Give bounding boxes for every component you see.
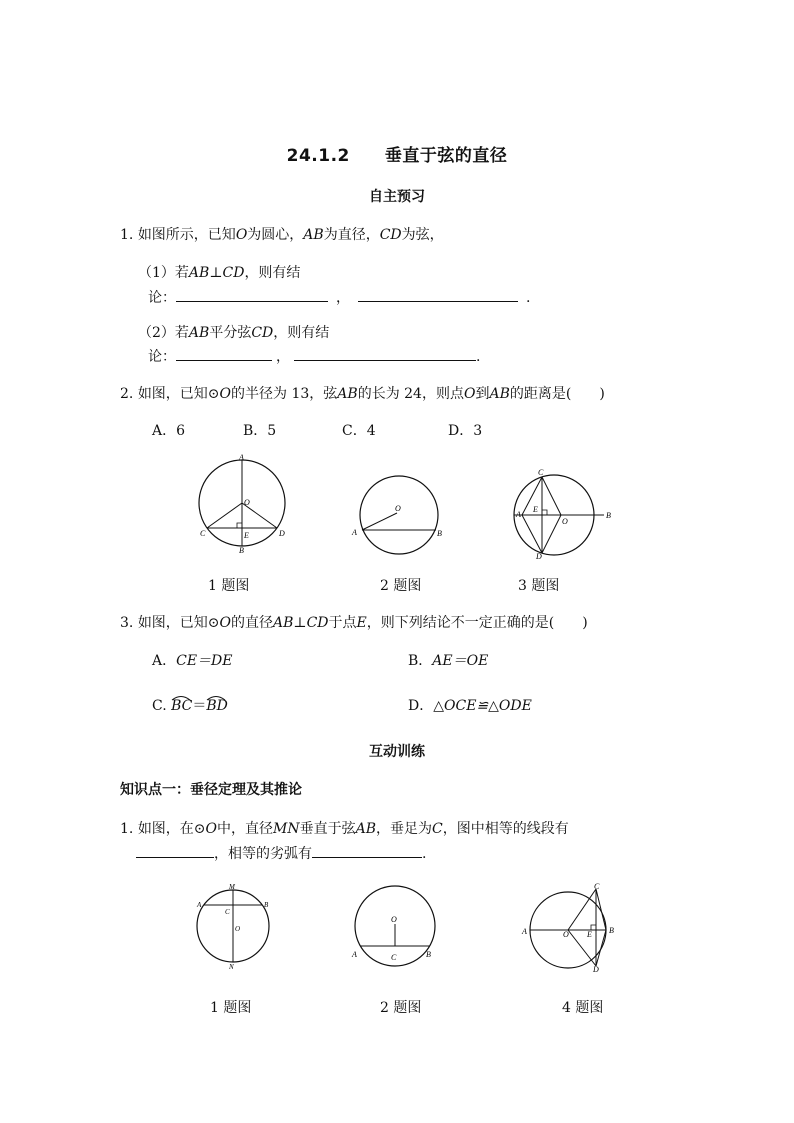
label-c: C [594,882,600,891]
text: 如图，在⊙ [137,821,206,837]
question-2 [120,383,605,403]
var-ab: AB [303,227,324,243]
q2-option-b[interactable]: B．5 [243,423,277,439]
question-number: 2. [120,386,134,402]
var-c: C [432,821,443,837]
q2-option-a[interactable]: A．6 [152,423,186,439]
question-1 [120,224,444,244]
radius-line [362,513,397,530]
text: 如图所示，已知 [137,227,236,243]
text: . [526,290,531,306]
segment-line [522,515,542,553]
answer-blank[interactable] [358,289,518,302]
arc-symbol-icon [206,695,226,701]
var-ab: AB [337,386,358,402]
q3-option-a[interactable] [152,650,233,670]
section-interactive-heading: 互动训练 [369,744,425,760]
var-ab: AB [489,386,510,402]
label-c: C [225,908,230,916]
label-a: A [352,950,357,959]
var-ab: AB [355,821,377,837]
option-text: ＝ [192,698,207,714]
interactive-question-1 [120,818,569,838]
text: 为直径， [323,227,380,243]
option-label: B． [408,653,433,669]
answer-blank[interactable] [176,289,328,302]
figure-caption: 3 题图 [518,578,560,594]
section-preview-heading: 自主预习 [369,189,425,205]
label-o: O [235,925,241,933]
answer-blank[interactable] [312,845,422,858]
option-label: D． [408,698,434,714]
var-o: O [463,386,476,402]
text: ，垂足为 [376,821,433,837]
label-e: E [587,930,592,939]
circle-shape [360,476,438,554]
radius-line [542,477,561,515]
figure-row2-3 [520,880,630,972]
text: 的直径 [231,615,274,631]
question-1-part-2 [138,322,329,342]
label-d: D [279,529,285,538]
right-angle-mark [237,523,242,528]
var-cd: CD [379,227,402,243]
question-1-part-1 [138,262,300,282]
text: 的距离是( ) [509,386,605,402]
var-o: O [219,615,232,631]
figure-row1-2 [348,470,448,560]
label-b: B [239,546,244,555]
label-d: D [536,552,542,560]
text: ， [336,290,350,306]
text: 如图，已知⊙ [137,615,220,631]
question-number: 3. [120,615,134,631]
answer-blank[interactable] [294,348,476,361]
text: 垂直于弦 [299,821,356,837]
figure-caption: 2 题图 [380,1000,422,1016]
label-o: O [395,504,401,513]
q3-option-c[interactable] [152,695,228,715]
option-text: CE＝DE [176,653,233,669]
figure-row2-2 [346,884,446,972]
text: 论： [148,349,176,365]
option-label: C. [152,698,167,714]
text: ， [276,349,290,365]
option-label: A． [152,653,177,669]
figure-row1-1 [190,452,300,556]
label-b: B [606,511,611,520]
label-b: B [264,901,269,909]
label-o: O [563,930,569,939]
question-1-part-1-answer [148,287,530,307]
option-text: BC [171,698,193,714]
segment-line [596,889,606,930]
var-cd: CD [251,325,274,341]
knowledge-point-heading: 知识点一：垂径定理及其推论 [120,782,302,798]
text: 论： [148,290,176,306]
label-o: O [562,517,568,526]
var-mn: MN [273,821,300,837]
label-c: C [391,953,397,962]
label-o: O [391,915,397,924]
segment-line [522,477,542,515]
text: 如图，已知⊙ [137,386,220,402]
q2-option-c[interactable]: C．4 [342,423,376,439]
q2-option-d[interactable]: D．3 [448,423,483,439]
label-a: A [516,510,521,519]
q3-option-d[interactable] [408,695,532,715]
figure-caption: 1 题图 [210,1000,252,1016]
text: 的长为 24，则点 [357,386,464,402]
option-text: AE＝OE [432,653,489,669]
var-o: O [235,227,248,243]
text: 平分弦 [209,325,252,341]
figure-row2-1 [190,880,280,970]
figure-caption: 1 题图 [208,578,250,594]
radius-line [542,515,561,553]
text: . [476,349,481,365]
text: 中，直径 [217,821,274,837]
text: ，则下列结论不一定正确的是( ) [366,615,588,631]
question-3 [120,612,588,632]
label-a: A [239,453,244,462]
page-title: 24.1.2 垂直于弦的直径 [286,146,508,166]
text: 为圆心， [247,227,304,243]
text: ，相等的劣弧有 [214,846,312,862]
text: ，则有结 [273,325,330,341]
figure-caption: 4 题图 [562,1000,604,1016]
label-c: C [200,529,206,538]
var-o: O [205,821,218,837]
question-number: 1. [120,227,134,243]
text: ，则有结 [244,265,301,281]
text: ，图中相等的线段有 [442,821,569,837]
text: 为弦， [401,227,444,243]
question-1-part-2-answer [148,346,480,366]
text: （1）若 [138,265,189,281]
right-angle-mark [542,510,547,515]
q3-option-b[interactable] [408,650,488,670]
option-text: △OCE≌△ODE [433,698,532,714]
answer-blank[interactable] [176,348,272,361]
label-m: M [229,883,235,891]
text: . [422,846,427,862]
figure-row1-3 [508,466,620,560]
label-o: O [244,498,250,507]
answer-blank[interactable] [136,845,214,858]
label-b: B [437,529,442,538]
label-a: A [352,528,357,537]
text: 的半径为 13，弦 [231,386,338,402]
text: 到 [475,386,490,402]
var-o: O [219,386,232,402]
text: 于点 [328,615,357,631]
arc-bc [171,698,192,714]
option-text: BD [206,698,228,714]
var-e: E [356,615,367,631]
arc-bd [206,698,228,714]
text: （2）若 [138,325,189,341]
question-number: 1. [120,821,134,837]
segment-line [596,930,606,966]
var-relation: AB⊥CD [273,615,329,631]
var-ab: AB [188,325,210,341]
arc-symbol-icon [171,695,191,701]
label-a: A [522,927,527,936]
label-c: C [538,468,544,477]
figure-caption: 2 题图 [380,578,422,594]
label-b: B [609,926,614,935]
var-relation: AB⊥CD [188,265,245,281]
label-e: E [533,505,538,514]
label-n: N [229,963,234,970]
label-a: A [197,901,202,909]
label-d: D [593,965,599,972]
label-e: E [244,531,249,540]
interactive-question-1-line2 [136,843,426,863]
label-b: B [426,950,431,959]
